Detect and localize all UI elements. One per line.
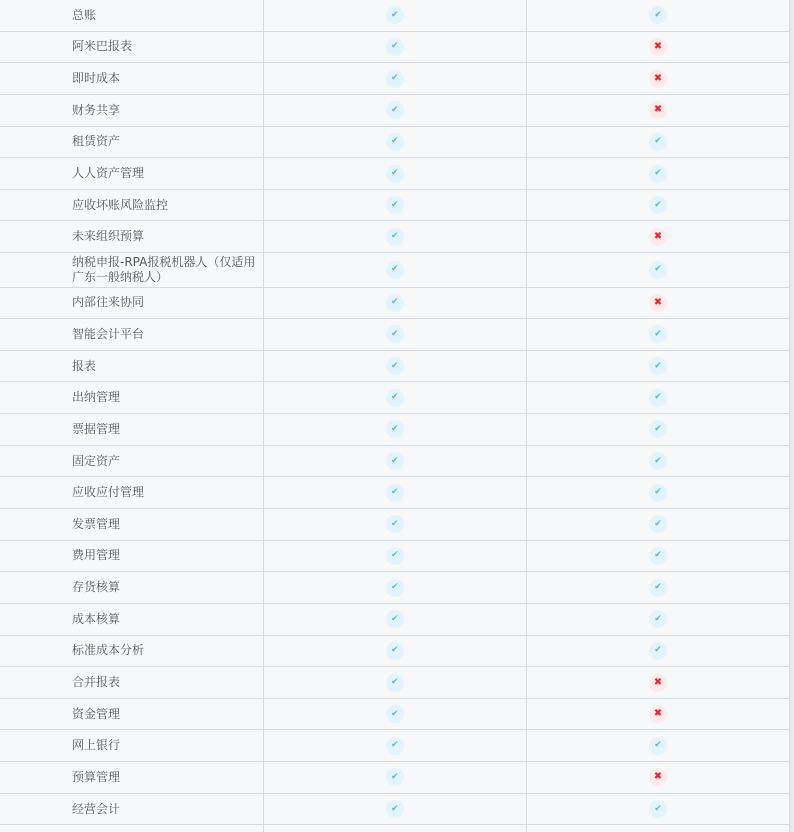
- status-cell: [264, 414, 528, 445]
- check-icon: ✔: [386, 165, 404, 183]
- check-icon: ✔: [386, 133, 404, 151]
- status-cell: [264, 794, 528, 825]
- status-cell: [264, 541, 528, 572]
- feature-name: 即时成本: [0, 63, 264, 94]
- cross-icon: ✖: [649, 101, 667, 119]
- cross-icon: ✖: [649, 38, 667, 56]
- table-row: [0, 636, 790, 668]
- status-cell: [264, 382, 528, 413]
- check-icon: ✔: [649, 610, 667, 628]
- cross-icon: ✖: [649, 705, 667, 723]
- status-cell: [264, 95, 528, 126]
- status-cell: [527, 0, 790, 31]
- check-icon: ✔: [386, 101, 404, 119]
- status-cell: [264, 351, 528, 382]
- table-row: [0, 221, 790, 253]
- check-icon: ✔: [649, 547, 667, 565]
- status-cell: [527, 221, 790, 252]
- feature-name: 未来组织预算: [0, 221, 264, 252]
- status-cell: [527, 288, 790, 319]
- check-icon: ✔: [649, 579, 667, 597]
- check-icon: ✔: [386, 674, 404, 692]
- feature-name: 固定资产: [0, 446, 264, 477]
- check-icon: ✔: [649, 133, 667, 151]
- feature-name: 报表: [0, 351, 264, 382]
- check-icon: ✔: [649, 389, 667, 407]
- status-cell: [264, 604, 528, 635]
- feature-name: 人人资产管理: [0, 158, 264, 189]
- status-cell: [527, 636, 790, 667]
- check-icon: ✔: [649, 642, 667, 660]
- status-cell: [527, 730, 790, 761]
- status-cell: [527, 509, 790, 540]
- check-icon: ✔: [386, 452, 404, 470]
- status-cell: [527, 699, 790, 730]
- status-cell: [264, 319, 528, 350]
- status-cell: [264, 762, 528, 793]
- status-cell: [527, 95, 790, 126]
- table-row: [0, 604, 790, 636]
- status-cell: [527, 825, 790, 832]
- check-icon: ✔: [386, 420, 404, 438]
- feature-name: [0, 825, 264, 832]
- table-row: [0, 95, 790, 127]
- feature-name: 纳税申报-RPA报税机器人（仅适用广东一般纳税人）: [0, 253, 264, 286]
- status-cell: [264, 730, 528, 761]
- table-row-partial: [0, 825, 790, 832]
- table-row: [0, 158, 790, 190]
- table-row: [0, 572, 790, 604]
- check-icon: ✔: [386, 261, 404, 279]
- feature-name: 成本核算: [0, 604, 264, 635]
- status-cell: [264, 572, 528, 603]
- feature-name: 出纳管理: [0, 382, 264, 413]
- table-row: [0, 667, 790, 699]
- check-icon: ✔: [386, 325, 404, 343]
- table-row: [0, 541, 790, 573]
- status-cell: [264, 446, 528, 477]
- status-cell: [527, 63, 790, 94]
- table-row: [0, 253, 790, 287]
- check-icon: ✔: [386, 70, 404, 88]
- status-cell: [264, 699, 528, 730]
- feature-name: 租赁资产: [0, 127, 264, 158]
- status-cell: [264, 636, 528, 667]
- cross-icon: ✖: [649, 674, 667, 692]
- check-icon: ✔: [649, 165, 667, 183]
- status-cell: [527, 32, 790, 63]
- check-icon: ✔: [649, 800, 667, 818]
- cross-icon: ✖: [649, 294, 667, 312]
- status-cell: [264, 253, 528, 286]
- status-cell: [527, 762, 790, 793]
- table-row: [0, 477, 790, 509]
- status-cell: [264, 0, 528, 31]
- feature-name: 发票管理: [0, 509, 264, 540]
- feature-name: 财务共享: [0, 95, 264, 126]
- status-cell: [264, 190, 528, 221]
- feature-name: 应收坏账风险监控: [0, 190, 264, 221]
- check-icon: ✔: [386, 705, 404, 723]
- feature-name: 资金管理: [0, 699, 264, 730]
- status-cell: [527, 253, 790, 286]
- status-cell: [527, 351, 790, 382]
- status-cell: [264, 477, 528, 508]
- cross-icon: ✖: [649, 228, 667, 246]
- feature-name: 标准成本分析: [0, 636, 264, 667]
- status-cell: [527, 127, 790, 158]
- check-icon: ✔: [386, 579, 404, 597]
- check-icon: ✔: [386, 38, 404, 56]
- check-icon: ✔: [386, 737, 404, 755]
- check-icon: ✔: [649, 420, 667, 438]
- table-row: [0, 382, 790, 414]
- check-icon: ✔: [386, 196, 404, 214]
- table-row: [0, 319, 790, 351]
- check-icon: ✔: [386, 389, 404, 407]
- status-cell: [264, 509, 528, 540]
- feature-name: 总账: [0, 0, 264, 31]
- table-row: [0, 414, 790, 446]
- table-row: [0, 794, 790, 826]
- status-cell: [527, 158, 790, 189]
- check-icon: ✔: [386, 642, 404, 660]
- table-row: [0, 288, 790, 320]
- cross-icon: ✖: [649, 768, 667, 786]
- status-cell: [264, 667, 528, 698]
- status-cell: [527, 541, 790, 572]
- check-icon: ✔: [649, 6, 667, 24]
- check-icon: ✔: [649, 452, 667, 470]
- check-icon: ✔: [386, 800, 404, 818]
- status-cell: [527, 794, 790, 825]
- status-cell: [527, 667, 790, 698]
- table-row: [0, 190, 790, 222]
- feature-name: 存货核算: [0, 572, 264, 603]
- scrollbar-track[interactable]: [790, 0, 794, 832]
- feature-name: 网上银行: [0, 730, 264, 761]
- status-cell: [527, 604, 790, 635]
- check-icon: ✔: [386, 357, 404, 375]
- feature-name: 阿米巴报表: [0, 32, 264, 63]
- feature-name: 应收应付管理: [0, 477, 264, 508]
- status-cell: [264, 32, 528, 63]
- check-icon: ✔: [386, 515, 404, 533]
- table-row: [0, 762, 790, 794]
- table-row: [0, 730, 790, 762]
- check-icon: ✔: [649, 325, 667, 343]
- status-cell: [527, 446, 790, 477]
- check-icon: ✔: [649, 515, 667, 533]
- feature-name: 内部往来协同: [0, 288, 264, 319]
- table-row: [0, 0, 790, 32]
- status-cell: [527, 382, 790, 413]
- table-row: [0, 446, 790, 478]
- feature-name: 费用管理: [0, 541, 264, 572]
- status-cell: [264, 825, 528, 832]
- status-cell: [527, 190, 790, 221]
- check-icon: ✔: [386, 294, 404, 312]
- check-icon: ✔: [649, 196, 667, 214]
- status-cell: [527, 414, 790, 445]
- table-row: [0, 699, 790, 731]
- status-cell: [527, 572, 790, 603]
- feature-name: 经营会计: [0, 794, 264, 825]
- table-row: [0, 127, 790, 159]
- table-row: [0, 509, 790, 541]
- check-icon: ✔: [386, 484, 404, 502]
- feature-name: 票据管理: [0, 414, 264, 445]
- feature-name: 合并报表: [0, 667, 264, 698]
- feature-name: 智能会计平台: [0, 319, 264, 350]
- check-icon: ✔: [386, 6, 404, 24]
- check-icon: ✔: [649, 357, 667, 375]
- check-icon: ✔: [386, 610, 404, 628]
- table-row: [0, 63, 790, 95]
- status-cell: [264, 221, 528, 252]
- check-icon: ✔: [386, 228, 404, 246]
- check-icon: ✔: [649, 484, 667, 502]
- feature-name: 预算管理: [0, 762, 264, 793]
- cross-icon: ✖: [649, 70, 667, 88]
- check-icon: ✔: [386, 547, 404, 565]
- check-icon: ✔: [386, 768, 404, 786]
- status-cell: [527, 319, 790, 350]
- table-row: [0, 351, 790, 383]
- status-cell: [264, 63, 528, 94]
- check-icon: ✔: [649, 261, 667, 279]
- status-cell: [264, 127, 528, 158]
- status-cell: [527, 477, 790, 508]
- table-row: [0, 32, 790, 64]
- check-icon: ✔: [649, 737, 667, 755]
- status-cell: [264, 288, 528, 319]
- status-cell: [264, 158, 528, 189]
